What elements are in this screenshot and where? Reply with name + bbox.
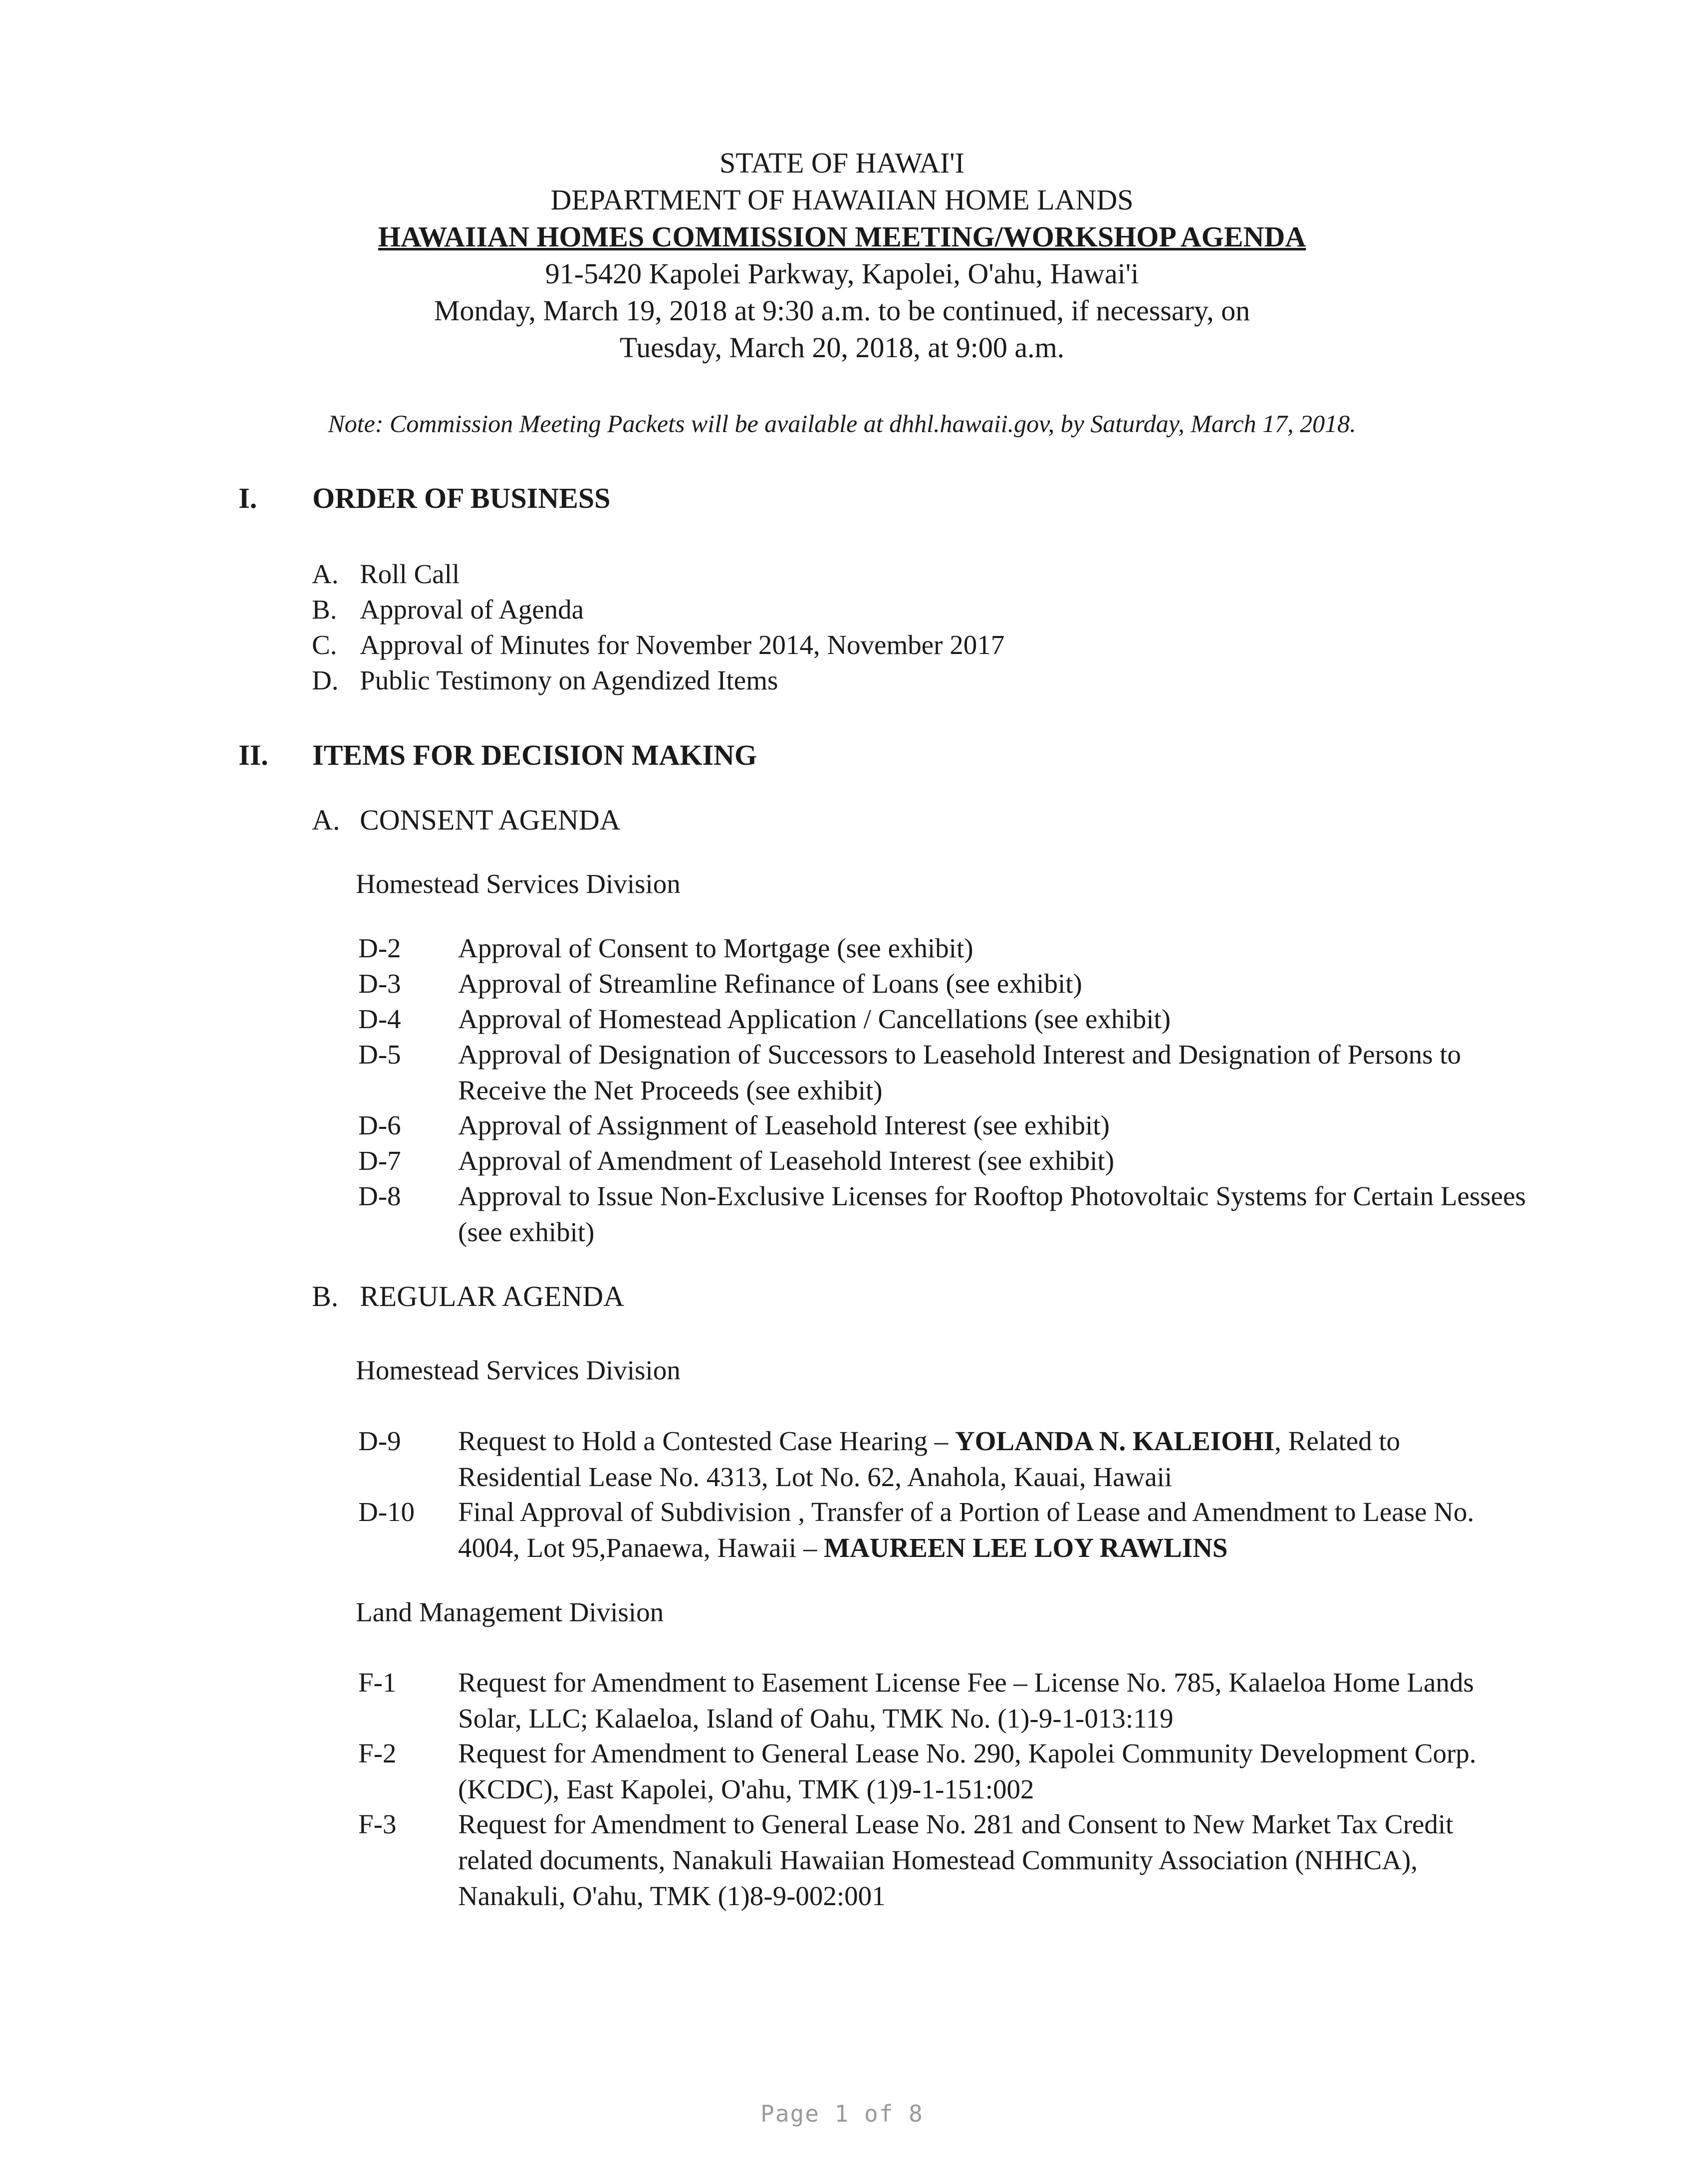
item-text: Approval of Assignment of Leasehold Interest (see exhibit) <box>458 1110 1110 1140</box>
list-item: B. Approval of Agenda <box>312 594 584 625</box>
item-text: Approval of Consent to Mortgage (see exhibit) <box>458 933 973 963</box>
section-number: II. <box>239 739 268 771</box>
division-label: Homestead Services Division <box>356 869 681 899</box>
meeting-date-line2: Tuesday, March 20, 2018, at 9:00 a.m. <box>619 331 1065 364</box>
item-text: Final Approval of Subdivision , Transfer of a Portion of Lease and Amendment to Lease No. 4004, Lot 95,Panaewa, Hawaii – MAUREEN LEE LOY RAWLINS <box>458 1497 1474 1563</box>
item-text: Approval of Streamline Refinance of Loans (see exhibit) <box>458 968 1082 999</box>
item-code: F-2 <box>358 1738 397 1768</box>
agenda-title: HAWAIIAN HOMES COMMISSION MEETING/WORKSHOP AGENDA <box>378 220 1306 253</box>
document-header <box>0 145 1684 366</box>
list-item: D. Public Testimony on Agendized Items <box>312 665 778 695</box>
list-item: A. Roll Call <box>312 559 460 589</box>
item-text: Request for Amendment to General Lease No. 281 and Consent to New Market Tax Credit related documents, Nanakuli Hawaiian Homestead Community Association (NHHCA), Nanakuli, O'ahu, TMK (1)8-9-002:001 <box>458 1809 1453 1911</box>
item-code: D-10 <box>358 1497 415 1527</box>
item-code: D-5 <box>358 1039 401 1070</box>
item-code: D-4 <box>358 1004 401 1034</box>
item-code: F-1 <box>358 1667 397 1698</box>
item-text: Request for Amendment to General Lease No. 290, Kapolei Community Development Corp. (KCDC), East Kapolei, O'ahu, TMK (1)9-1-151:002 <box>458 1738 1476 1804</box>
item-text: Request for Amendment to Easement License Fee – License No. 785, Kalaeloa Home Lands Solar, LLC; Kalaeloa, Island of Oahu, TMK No. (1)-9-1-013:119 <box>458 1667 1474 1734</box>
item-code: F-3 <box>358 1809 397 1839</box>
subsection-regular-agenda: B. REGULAR AGENDA <box>312 1280 625 1312</box>
section-title: ORDER OF BUSINESS <box>312 482 611 514</box>
packet-note: Note: Commission Meeting Packets will be available at dhhl.hawaii.gov, by Saturday, March 17, 2018. <box>328 410 1356 437</box>
item-text: Request to Hold a Contested Case Hearing – YOLANDA N. KALEIOHI, Related to Residential Lease No. 4313, Lot No. 62, Anahola, Kauai, Hawaii <box>458 1426 1401 1492</box>
meeting-address: 91-5420 Kapolei Parkway, Kapolei, O'ahu, Hawai'i <box>545 257 1139 290</box>
item-text: Approval of Amendment of Leasehold Interest (see exhibit) <box>458 1145 1115 1176</box>
item-text: Approval to Issue Non-Exclusive Licenses for Rooftop Photovoltaic Systems for Certain Lessees (see exhibit) <box>458 1181 1526 1247</box>
subsection-consent-agenda: A. CONSENT AGENDA <box>312 804 621 836</box>
item-code: D-3 <box>358 968 401 999</box>
section-number: I. <box>239 482 257 514</box>
section-title: ITEMS FOR DECISION MAKING <box>312 739 757 771</box>
state-title: STATE OF HAWAI'I <box>720 147 964 179</box>
item-code: D-6 <box>358 1110 401 1140</box>
item-code: D-2 <box>358 933 401 963</box>
page-number: Page 1 of 8 <box>760 2100 924 2127</box>
division-label: Land Management Division <box>356 1597 664 1627</box>
item-code: D-8 <box>358 1181 401 1211</box>
meeting-date-line1: Monday, March 19, 2018 at 9:30 a.m. to be continued, if necessary, on <box>434 294 1250 327</box>
item-code: D-9 <box>358 1426 401 1456</box>
item-code: D-7 <box>358 1145 401 1176</box>
division-label: Homestead Services Division <box>356 1355 681 1385</box>
item-text: Approval of Designation of Successors to Leasehold Interest and Designation of Persons to Receive the Net Proceeds (see exhibit) <box>458 1039 1461 1105</box>
list-item: C. Approval of Minutes for November 2014, November 2017 <box>312 630 1005 660</box>
department-title: DEPARTMENT OF HAWAIIAN HOME LANDS <box>550 184 1134 216</box>
item-text: Approval of Homestead Application / Cancellations (see exhibit) <box>458 1004 1171 1034</box>
